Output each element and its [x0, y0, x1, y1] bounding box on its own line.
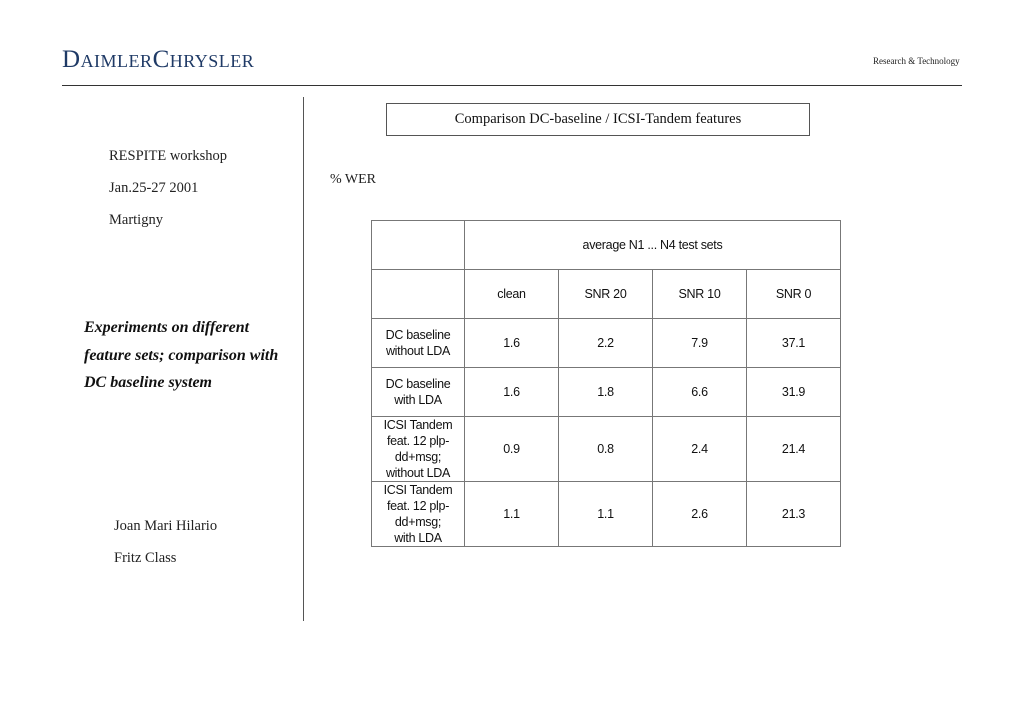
- table-cell: 1.1: [559, 482, 653, 547]
- column-header: clean: [465, 270, 559, 319]
- column-header: SNR 10: [653, 270, 747, 319]
- author-name: Joan Mari Hilario: [114, 518, 218, 534]
- table-corner-cell: [372, 221, 465, 270]
- daimlerchrysler-logo: DAIMLERCHRYSLER: [62, 46, 255, 73]
- slide-title: Comparison DC-baseline / ICSI-Tandem features: [386, 103, 810, 136]
- table-cell: 0.9: [465, 417, 559, 482]
- table-cell: 31.9: [747, 368, 841, 417]
- author-name: Fritz Class: [114, 550, 177, 566]
- table-cell: 2.6: [653, 482, 747, 547]
- table-row: [372, 482, 841, 547]
- column-header: SNR 0: [747, 270, 841, 319]
- table-cell: 21.3: [747, 482, 841, 547]
- row-label: DC baseline with LDA: [372, 368, 465, 417]
- table-cell: 37.1: [747, 319, 841, 368]
- column-header: SNR 20: [559, 270, 653, 319]
- row-label: ICSI Tandem feat. 12 plp- dd+msg; without LDA: [372, 417, 465, 482]
- slide-subtitle: Experiments on different feature sets; comparison with DC baseline system: [84, 319, 279, 391]
- table-column-header-row: [372, 270, 841, 319]
- table-cell: 1.6: [465, 368, 559, 417]
- table-row: [372, 319, 841, 368]
- table-cell: 1.6: [465, 319, 559, 368]
- table-cell: 1.1: [465, 482, 559, 547]
- table-cell: 2.4: [653, 417, 747, 482]
- table-cell: 6.6: [653, 368, 747, 417]
- event-location: Martigny: [109, 212, 163, 228]
- metric-label: % WER: [330, 172, 377, 187]
- table-cell: 1.8: [559, 368, 653, 417]
- event-name: RESPITE workshop: [109, 148, 228, 164]
- table-header-row: [372, 221, 841, 270]
- column-divider: [303, 97, 304, 621]
- table-corner-cell: [372, 270, 465, 319]
- results-table: [371, 220, 841, 547]
- row-label: DC baseline without LDA: [372, 319, 465, 368]
- division-label: Research & Technology: [873, 56, 960, 66]
- table-cell: 2.2: [559, 319, 653, 368]
- table-cell: 0.8: [559, 417, 653, 482]
- row-label: ICSI Tandem feat. 12 plp- dd+msg; with LDA: [372, 482, 465, 547]
- header-divider: [62, 85, 962, 86]
- event-date: Jan.25-27 2001: [109, 180, 199, 196]
- group-header: average N1 ... N4 test sets: [465, 221, 841, 270]
- table-row: [372, 417, 841, 482]
- table-cell: 21.4: [747, 417, 841, 482]
- table-cell: 7.9: [653, 319, 747, 368]
- table-row: [372, 368, 841, 417]
